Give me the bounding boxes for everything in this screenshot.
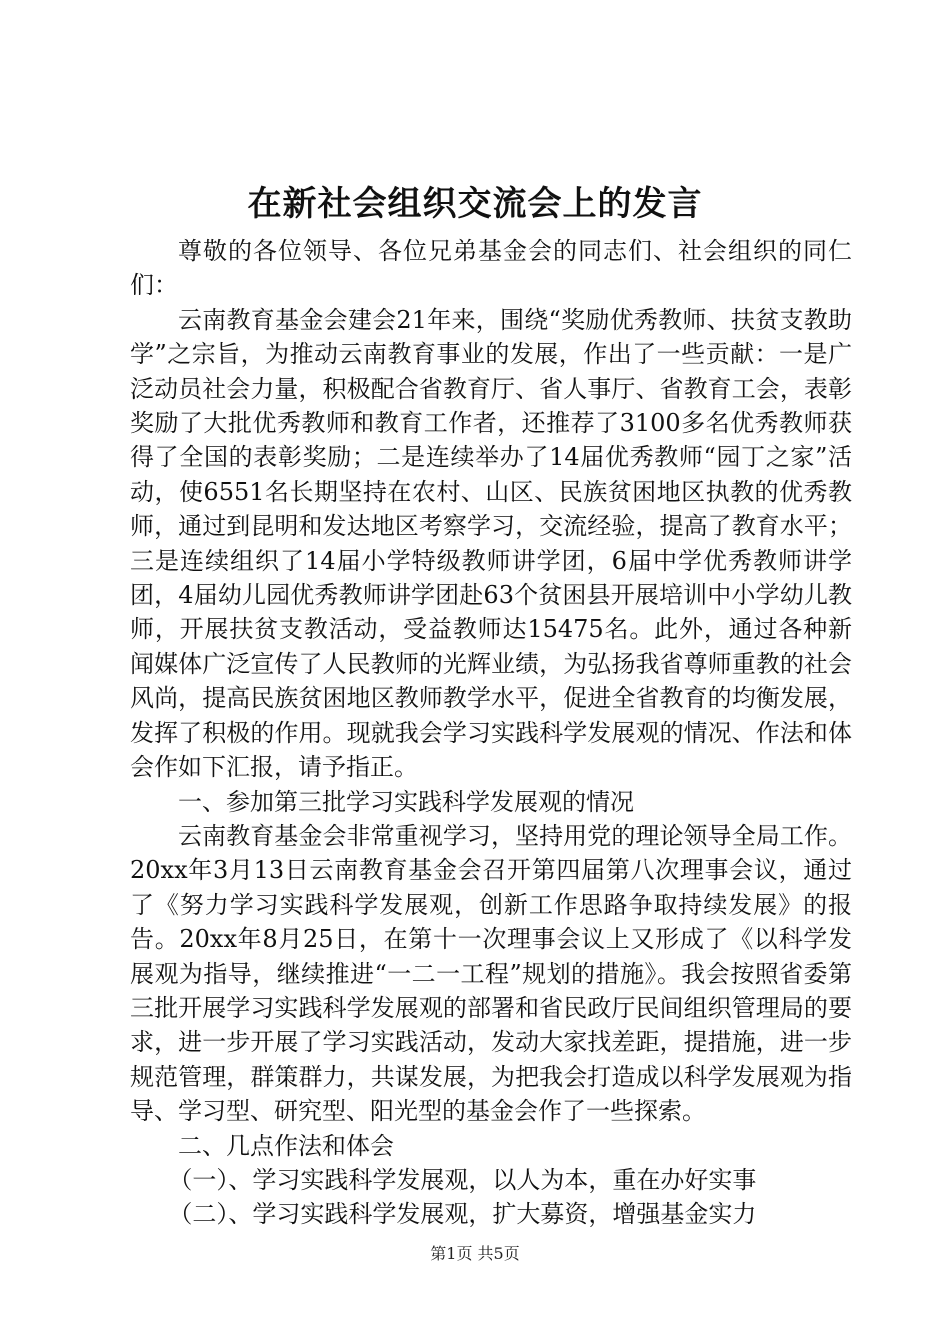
document-title: 在新社会组织交流会上的发言 <box>247 184 703 224</box>
section-heading-2: 二、几点作法和体会 <box>178 1131 394 1160</box>
intro-paragraph: 云南教育基金会建会21年来，围绕“奖励优秀教师、扶贫支教助学”之宗旨，为推动云南教育事业的发展，作出了一些贡献：一是广泛动员社会力量，积极配合省教育厅、省人事厅、省教育工会，表彰奖励了大批优秀教师和教育工作者，还推荐了3100多名优秀教师获得了全国的表彰奖励；二是连续举办了14届优秀教师“园丁之家”活动，使6551名长期坚持在农村、山区、民族贫困地区执教的优秀教师，通过到昆明和发达地区考察学习，交流经验，提高了教育水平；三是连续组织了14届小学特级教师讲学团，6届中学优秀教师讲学团，4届幼儿园优秀教师讲学团赴63个贫困县开展培训中小学幼儿教师，开展扶贫支教活动，受益教师达15475名。此外，通过各种新闻媒体广泛宣传了人民教师的光辉业绩，为弘扬我省尊师重教的社会风尚，提高民族贫困地区教师教学水平，促进全省教育的均衡发展，发挥了积极的作用。现就我会学习实践科学发展观的情况、作法和体会作如下汇报，请予指正。 <box>130 305 852 782</box>
salutation-paragraph: 尊敬的各位领导、各位兄弟基金会的同志们、社会组织的同仁们： <box>130 237 852 300</box>
page-footer: 第1页 共5页 <box>430 1244 520 1263</box>
subsection-heading-2: （二）、学习实践科学发展观，扩大募资，增强基金实力 <box>168 1200 757 1229</box>
section-heading-1: 一、参加第三批学习实践科学发展观的情况 <box>178 787 634 816</box>
subsection-heading-1: （一）、学习实践科学发展观，以人为本，重在办好实事 <box>168 1165 757 1194</box>
document-body <box>130 234 852 1232</box>
section-1-paragraph: 云南教育基金会非常重视学习，坚持用党的理论领导全局工作。20xx年3月13日云南教育基金会召开第四届第八次理事会议，通过了《努力学习实践科学发展观，创新工作思路争取持续发展》的报告。20xx年8月25日，在第十一次理事会议上又形成了《以科学发展观为指导，继续推进“一二一工程”规划的措施》。我会按照省委第三批开展学习实践科学发展观的部署和省民政厅民间组织管理局的要求，进一步开展了学习实践活动，发动大家找差距，提措施，进一步规范管理，群策群力，共谋发展，为把我会打造成以科学发展观为指导、学习型、研究型、阳光型的基金会作了一些探索。 <box>130 821 852 1126</box>
